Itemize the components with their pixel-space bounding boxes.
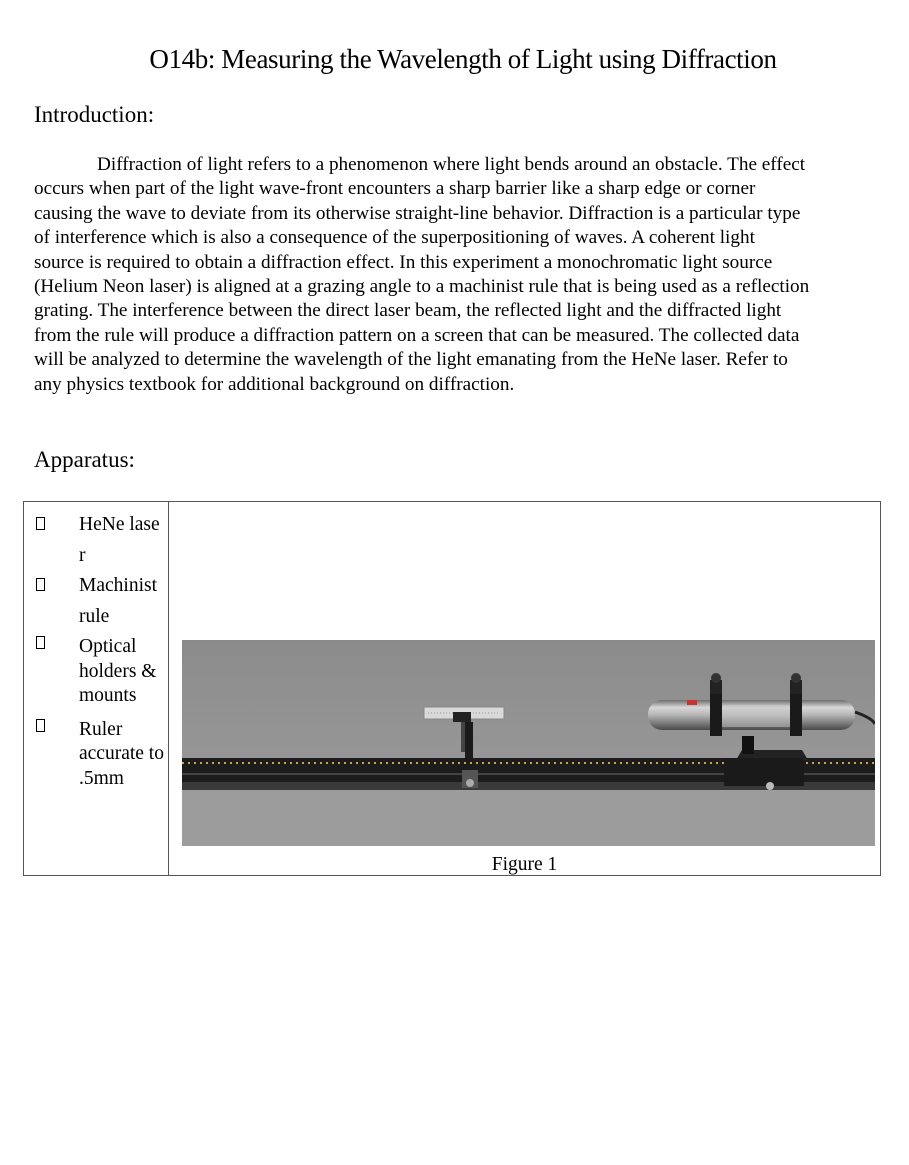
figure-cell bbox=[169, 502, 881, 876]
apparatus-item-label: Machinist rule bbox=[79, 575, 157, 627]
document-title: O14b: Measuring the Wavelength of Light using Diffraction bbox=[149, 44, 777, 74]
checkbox-bullet-icon bbox=[36, 578, 45, 591]
intro-line: from the rule will produce a diffraction pattern on a screen that can be measured. The collected data bbox=[34, 324, 800, 346]
apparatus-item-label: Optical holders & mounts bbox=[79, 636, 157, 706]
intro-line: grating. The interference between the direct laser beam, the reflected light and the diffracted light bbox=[34, 300, 782, 322]
apparatus-item bbox=[24, 632, 168, 715]
intro-line: Diffraction of light refers to a phenomenon where light bends around an obstacle. The effect bbox=[97, 154, 806, 175]
apparatus-list bbox=[24, 502, 168, 791]
apparatus-item-label: Ruler accurate to .5mm bbox=[79, 718, 164, 789]
intro-line: occurs when part of the light wave-front encounters a sharp barrier like a sharp edge or corner bbox=[34, 178, 756, 200]
intro-line: of interference which is also a consequence of the superpositioning of waves. A coherent light bbox=[34, 227, 755, 249]
intro-line: any physics textbook for additional background on diffraction. bbox=[34, 373, 515, 395]
apparatus-item bbox=[24, 510, 168, 571]
introduction-heading: Introduction: bbox=[34, 102, 155, 127]
apparatus-item-label: HeNe laser bbox=[79, 514, 160, 566]
checkbox-bullet-icon bbox=[36, 517, 45, 530]
intro-line: source is required to obtain a diffraction effect. In this experiment a monochromatic light source bbox=[34, 251, 773, 273]
intro-line: (Helium Neon laser) is aligned at a grazing angle to a machinist rule that is being used as a reflection bbox=[34, 276, 810, 298]
apparatus-list-cell bbox=[24, 502, 169, 876]
introduction-paragraph bbox=[34, 153, 904, 397]
checkbox-bullet-icon bbox=[36, 719, 45, 732]
apparatus-heading: Apparatus: bbox=[34, 447, 135, 472]
laser-apparatus-photo bbox=[182, 640, 875, 846]
apparatus-item bbox=[24, 571, 168, 632]
apparatus-table bbox=[23, 501, 881, 876]
checkbox-bullet-icon bbox=[36, 636, 45, 649]
figure-caption: Figure 1 bbox=[491, 854, 558, 875]
intro-line: causing the wave to deviate from its otherwise straight-line behavior. Diffraction is a particular type bbox=[34, 202, 801, 224]
apparatus-item bbox=[24, 715, 168, 792]
intro-line: will be analyzed to determine the wavelength of the light emanating from the HeNe laser. Refer to bbox=[34, 349, 788, 371]
